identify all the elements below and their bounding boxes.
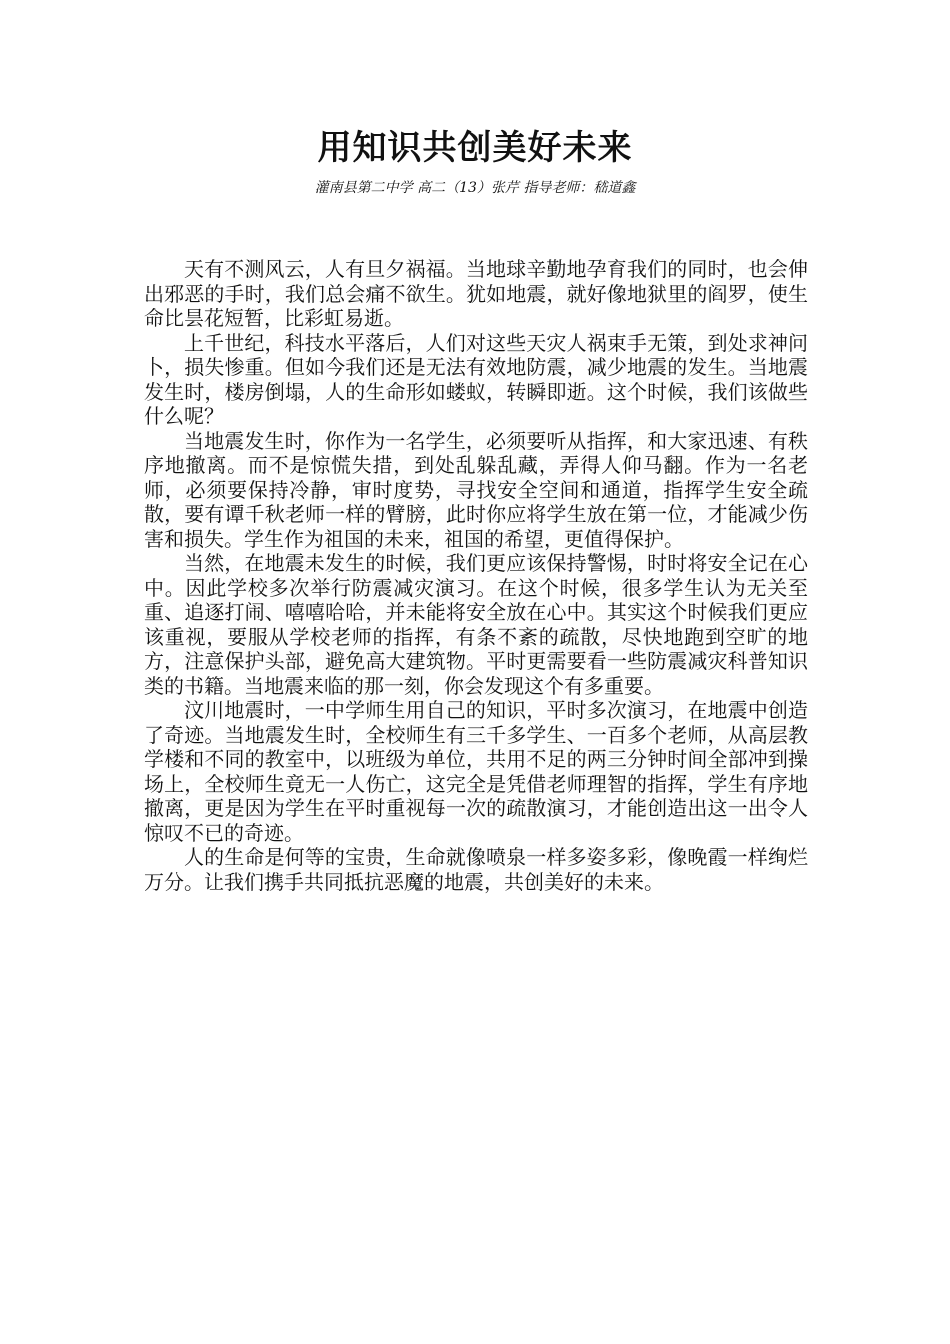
author-byline: 灌南县第二中学 高二（13）张芹 指导老师：嵇道鑫 — [314, 180, 636, 196]
paragraph: 当地震发生时，你作为一名学生，必须要听从指挥，和大家迅速、有秩序地撤离。而不是惊慌失措，到处乱躲乱藏，弄得人仰马翻。作为一名老师，必须要保持冷静，审时度势，寻找安全空间和通道，指挥学生安全疏散，要有谭千秋老师一样的臂膀，此时你应将学生放在第一位，才能减少伤害和损失。学生作为祖国的未来，祖国的希望，更值得保护。 — [144, 428, 808, 551]
page-title: 用知识共创美好未来 — [317, 128, 633, 168]
paragraph: 上千世纪，科技水平落后，人们对这些天灾人祸束手无策，到处求神问卜，损失惨重。但如今我们还是无法有效地防震，减少地震的发生。当地震发生时，楼房倒塌，人的生命形如蝼蚁，转瞬即逝。这个时候，我们该做些什么呢？ — [144, 330, 808, 428]
paragraph: 当然，在地震未发生的时候，我们更应该保持警惕，时时将安全记在心中。因此学校多次举行防震减灾演习。在这个时候，很多学生认为无关至重、追逐打闹、嘻嘻哈哈，并未能将安全放在心中。其实这个时候我们更应该重视，要服从学校老师的指挥，有条不紊的疏散，尽快地跑到空旷的地方，注意保护头部，避免高大建筑物。平时更需要看一些防震减灾科普知识类的书籍。当地震来临的那一刻，你会发现这个有多重要。 — [144, 551, 808, 698]
paragraph: 人的生命是何等的宝贵，生命就像喷泉一样多姿多彩，像晚霞一样绚烂万分。让我们携手共同抵抗恶魔的地震，共创美好的未来。 — [144, 845, 808, 894]
article-body — [144, 257, 808, 894]
paragraph: 天有不测风云，人有旦夕祸福。当地球辛勤地孕育我们的同时，也会伸出邪恶的手时，我们总会痛不欲生。犹如地震，就好像地狱里的阎罗，使生命比昙花短暂，比彩虹易逝。 — [144, 257, 808, 330]
paragraph: 汶川地震时，一中学师生用自己的知识，平时多次演习，在地震中创造了奇迹。当地震发生时，全校师生有三千多学生、一百多个老师，从高层教学楼和不同的教室中，以班级为单位，共用不足的两三分钟时间全部冲到操场上，全校师生竟无一人伤亡，这完全是凭借老师理智的指挥，学生有序地撤离，更是因为学生在平时重视每一次的疏散演习，才能创造出这一出令人惊叹不已的奇迹。 — [144, 698, 808, 845]
